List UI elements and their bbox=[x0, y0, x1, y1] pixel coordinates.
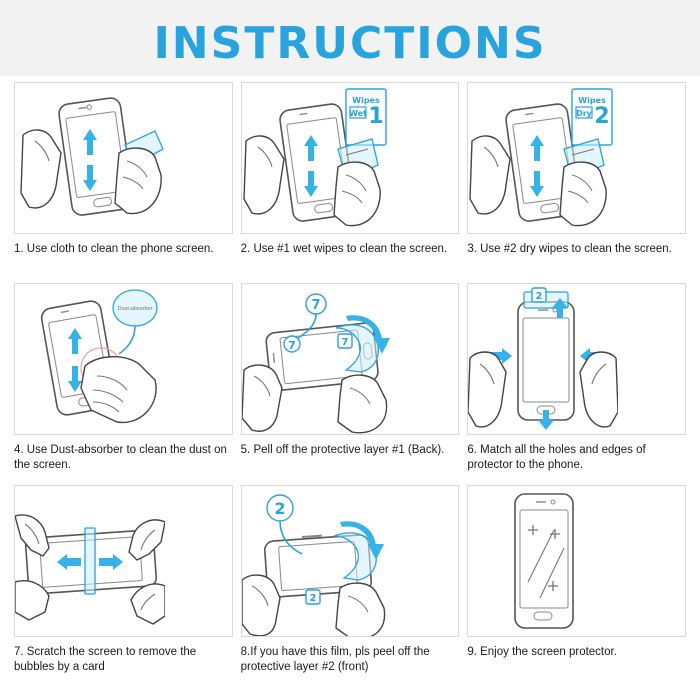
step-7 bbox=[14, 485, 233, 682]
step-6 bbox=[467, 283, 686, 480]
step-9-illustration bbox=[467, 485, 686, 637]
svg-text:2: 2 bbox=[274, 498, 286, 518]
step-4-illustration bbox=[14, 283, 233, 435]
step-8-illustration bbox=[241, 485, 460, 637]
step-2-illustration bbox=[241, 82, 460, 234]
step-5-caption: 5. Pell off the protective layer #1 (Back). bbox=[240, 444, 445, 457]
step-2-caption: 2. Use #1 wet wipes to clean the screen. bbox=[240, 243, 448, 255]
step-1 bbox=[14, 82, 233, 279]
step-5 bbox=[241, 283, 460, 480]
hand-cloth-phone-icon bbox=[15, 83, 165, 233]
svg-text:7: 7 bbox=[341, 337, 349, 349]
svg-text:2: 2 bbox=[309, 592, 317, 604]
step-4 bbox=[14, 283, 233, 480]
step-6-caption: 6. Match all the holes and edges of protector to the phone. bbox=[467, 444, 646, 472]
step-3 bbox=[467, 82, 686, 279]
step-8-caption: 8.If you have this film, pls peel off the protective layer #2 (front) bbox=[240, 645, 430, 673]
step-9 bbox=[467, 485, 686, 682]
svg-text:7: 7 bbox=[287, 339, 296, 353]
step-6-illustration bbox=[467, 283, 686, 435]
step-1-caption: 1. Use cloth to clean the phone screen. bbox=[14, 243, 214, 255]
scratch-card-icon bbox=[15, 486, 165, 636]
step-4-caption: 4. Use Dust-absorber to clean the dust on the screen. bbox=[14, 444, 227, 472]
step-7-caption: 7. Scratch the screen to remove the bubbles by a card bbox=[14, 645, 197, 673]
step-5-illustration bbox=[241, 283, 460, 435]
svg-text:Dry: Dry bbox=[576, 109, 593, 118]
peel-layer-1-icon bbox=[242, 284, 392, 434]
card bbox=[85, 528, 95, 594]
dry-wipe-phone-icon bbox=[468, 83, 618, 233]
wipes-label-2: Wipes bbox=[578, 96, 607, 105]
steps-grid bbox=[14, 82, 686, 682]
svg-text:Wet: Wet bbox=[348, 109, 367, 118]
align-protector-icon bbox=[468, 284, 618, 434]
step-2 bbox=[241, 82, 460, 279]
step-8 bbox=[241, 485, 460, 682]
svg-text:1: 1 bbox=[368, 104, 384, 129]
finished-phone-icon bbox=[468, 486, 618, 636]
step-1-illustration bbox=[14, 82, 233, 234]
wipes-label-1: Wipes bbox=[351, 96, 380, 105]
peel-layer-2-icon bbox=[242, 486, 392, 636]
dust-absorber-label: Dust-absorber bbox=[117, 306, 153, 313]
dust-absorber-phone-icon bbox=[15, 284, 165, 434]
wet-wipe-phone-icon bbox=[242, 83, 392, 233]
step-7-illustration bbox=[14, 485, 233, 637]
step-3-illustration bbox=[467, 82, 686, 234]
svg-text:2: 2 bbox=[594, 104, 610, 129]
svg-text:7: 7 bbox=[311, 298, 321, 314]
svg-text:2: 2 bbox=[535, 291, 543, 303]
step-3-caption: 3. Use #2 dry wipes to clean the screen. bbox=[467, 243, 672, 255]
page-title: INSTRUCTIONS bbox=[153, 18, 547, 69]
step-9-caption: 9. Enjoy the screen protector. bbox=[467, 645, 617, 658]
